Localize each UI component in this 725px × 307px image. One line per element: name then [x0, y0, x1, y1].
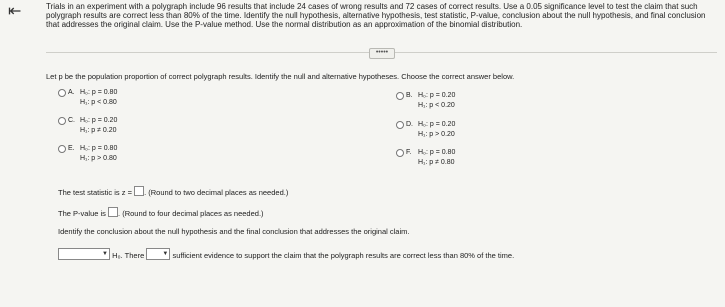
- choice-h0: H₀: p = 0.80: [80, 145, 118, 152]
- chevron-down-icon: ▼: [162, 251, 169, 257]
- choice-h0: H₀: p = 0.20: [418, 121, 456, 128]
- final-suffix: sufficient evidence to support the claim that the polygraph results are correct less than 80% of the time.: [172, 251, 515, 260]
- h0-label: H₀. There: [112, 251, 145, 260]
- choice-h1: H₁: p > 0.20: [418, 131, 455, 138]
- expand-more-button[interactable]: •••••: [369, 48, 395, 59]
- final-conclusion-line: [58, 248, 514, 260]
- test-stat-suffix: . (Round to two decimal places as needed.): [144, 188, 289, 197]
- test-stat-prefix: The test statistic is z =: [58, 188, 132, 197]
- choice-h1: H₁: p < 0.20: [418, 102, 455, 109]
- p-value-line: [58, 207, 264, 218]
- chevron-down-icon: ▼: [102, 251, 108, 257]
- choice-h1: H₁: p > 0.80: [80, 155, 117, 162]
- radio-button[interactable]: [58, 145, 66, 153]
- choice-h1: H₁: p < 0.80: [80, 99, 117, 106]
- choice-letter: D.: [406, 121, 413, 128]
- choice-letter: B.: [406, 92, 413, 99]
- conclusion-prompt: Identify the conclusion about the null hypothesis and the final conclusion that addresses the original claim.: [58, 227, 410, 236]
- choice-h0: H₀: p = 0.20: [418, 92, 456, 99]
- choice-h1: H₁: p ≠ 0.80: [418, 159, 455, 166]
- choice-letter: F.: [406, 149, 412, 156]
- back-arrow-icon[interactable]: ⇤: [8, 3, 22, 20]
- radio-button[interactable]: [58, 117, 66, 125]
- radio-button[interactable]: [396, 121, 404, 129]
- radio-button[interactable]: [396, 149, 404, 157]
- question-prompt: Let p be the population proportion of correct polygraph results. Identify the null and alternative hypotheses. Choose the correct answer below.: [46, 72, 515, 81]
- radio-button[interactable]: [396, 92, 404, 100]
- p-value-suffix: . (Round to four decimal places as needed.): [118, 209, 264, 218]
- evidence-dropdown[interactable]: [146, 248, 170, 260]
- test-statistic-line: [58, 186, 288, 197]
- choice-letter: A.: [68, 89, 75, 96]
- problem-statement: Trials in an experiment with a polygraph include 96 results that include 24 cases of wrong results and 72 cases of correct results. Use a 0.05 significance level to test the claim that such polygraph results are correct less than 80% of the time. Identify the null hypothesis, alternative hypothesis, test statistic, P-value, conclusion about the null hypothesis, and final conclusion that addresses the original claim. Use the P-value method. Use the normal distribution as an approximation of the binomial distribution.: [46, 2, 706, 29]
- choice-h1: H₁: p ≠ 0.20: [80, 127, 117, 134]
- reject-decision-dropdown[interactable]: [58, 248, 110, 260]
- choice-letter: E.: [68, 145, 75, 152]
- p-value-prefix: The P-value is: [58, 209, 106, 218]
- radio-button[interactable]: [58, 89, 66, 97]
- choice-letter: C.: [68, 117, 75, 124]
- choice-h0: H₀: p = 0.80: [80, 89, 118, 96]
- choice-h0: H₀: p = 0.20: [80, 117, 118, 124]
- p-value-input[interactable]: [108, 207, 118, 217]
- test-statistic-input[interactable]: [134, 186, 144, 196]
- choice-h0: H₀: p = 0.80: [418, 149, 456, 156]
